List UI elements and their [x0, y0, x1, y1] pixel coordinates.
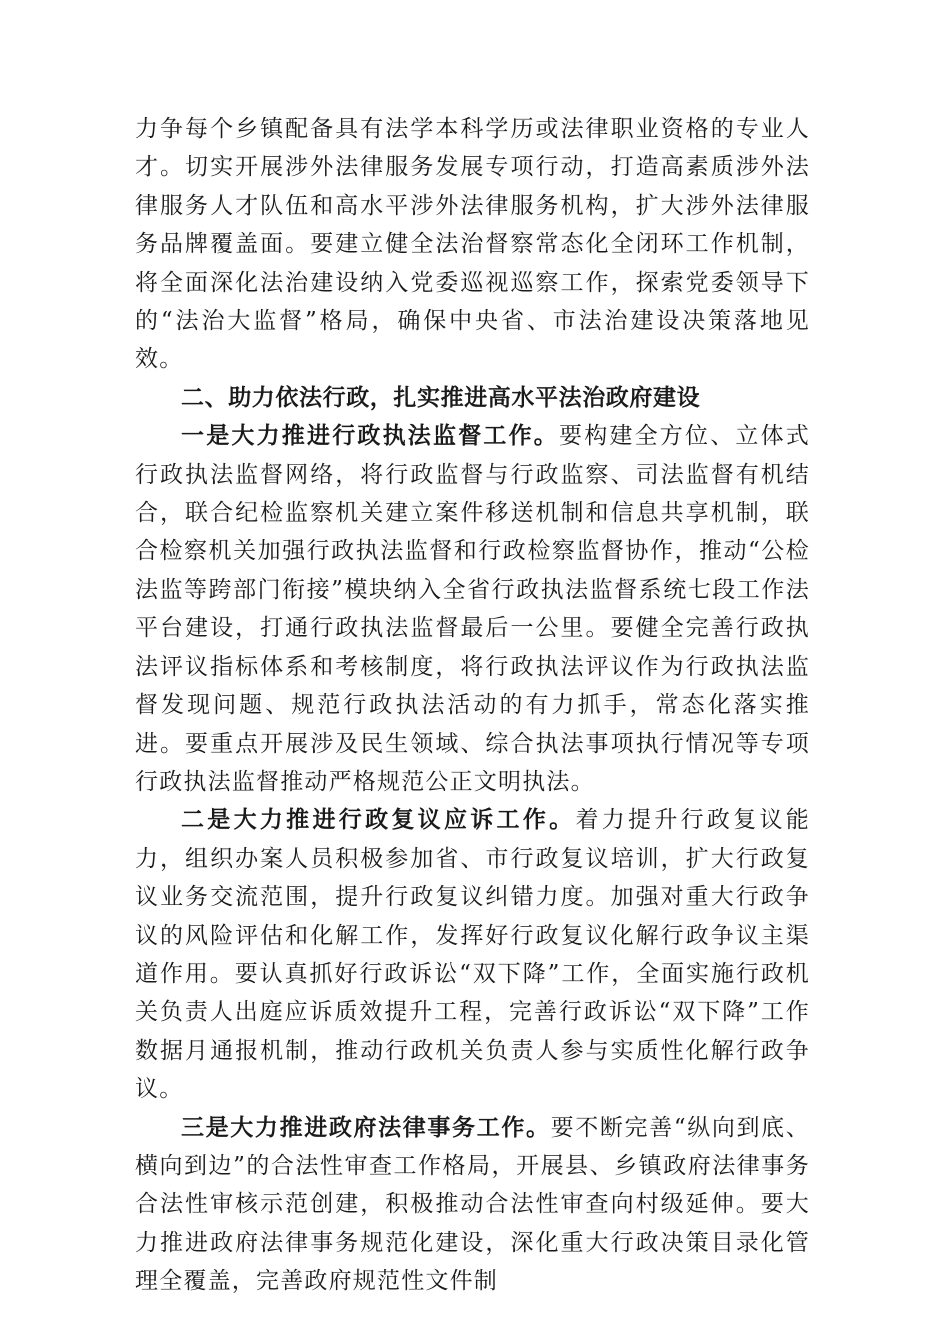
paragraph-item-1	[135, 417, 810, 801]
item-lead: 一是大力推进行政执法监督工作。	[181, 423, 559, 450]
section-heading: 二、助力依法行政，扎实推进高水平法治政府建设	[181, 384, 701, 411]
paragraph-text: 力争每个乡镇配备具有法学本科学历或法律职业资格的专业人才。切实开展涉外法律服务发展专项行动，打造高素质涉外法律服务人才队伍和高水平涉外法律服务机构，扩大涉外法律服务品牌覆盖面。要建立健全法治督察常态化全闭环工作机制，将全面深化法治建设纳入党委巡视巡察工作，探索党委领导下的“法治大监督”格局，确保中央省、市法治建设决策落地见效。	[135, 116, 810, 373]
paragraph-text: 要构建全方位、立体式行政执法监督网络，将行政监督与行政监察、司法监督有机结合，联合纪检监察机关建立案件移送机制和信息共享机制，联合检察机关加强行政执法监督和行政检察监督协作，推动“公检法监等跨部门衔接”模块纳入全省行政执法监督系统七段工作法平台建设，打通行政执法监督最后一公里。要健全完善行政执法评议指标体系和考核制度，将行政执法评议作为行政执法监督发现问题、规范行政执法活动的有力抓手，常态化落实推进。要重点开展涉及民生领域、综合执法事项执行情况等专项行政执法监督推动严格规范公正文明执法。	[135, 423, 810, 795]
paragraph-item-3	[135, 1109, 810, 1301]
item-lead: 三是大力推进政府法律事务工作。	[181, 1114, 551, 1141]
paragraph-item-2	[135, 801, 810, 1108]
item-lead: 二是大力推进行政复议应诉工作。	[181, 807, 576, 834]
paragraph-text: 要不断完善“纵向到底、横向到边”的合法性审查工作格局，开展县、乡镇政府法律事务合法性审核示范创建，积极推动合法性审查向村级延伸。要大力推进政府法律事务规范化建设，深化重大行政决策目录化管理全覆盖，完善政府规范性文件制	[135, 1114, 810, 1295]
document-page	[135, 110, 810, 1301]
paragraph-continuation	[135, 110, 810, 379]
paragraph-text: 着力提升行政复议能力，组织办案人员积极参加省、市行政复议培训，扩大行政复议业务交流范围，提升行政复议纠错力度。加强对重大行政争议的风险评估和化解工作，发挥好行政复议化解行政争议主渠道作用。要认真抓好行政诉讼“双下降”工作，全面实施行政机关负责人出庭应诉质效提升工程，完善行政诉讼“双下降”工作数据月通报机制，推动行政机关负责人参与实质性化解行政争议。	[135, 807, 810, 1103]
